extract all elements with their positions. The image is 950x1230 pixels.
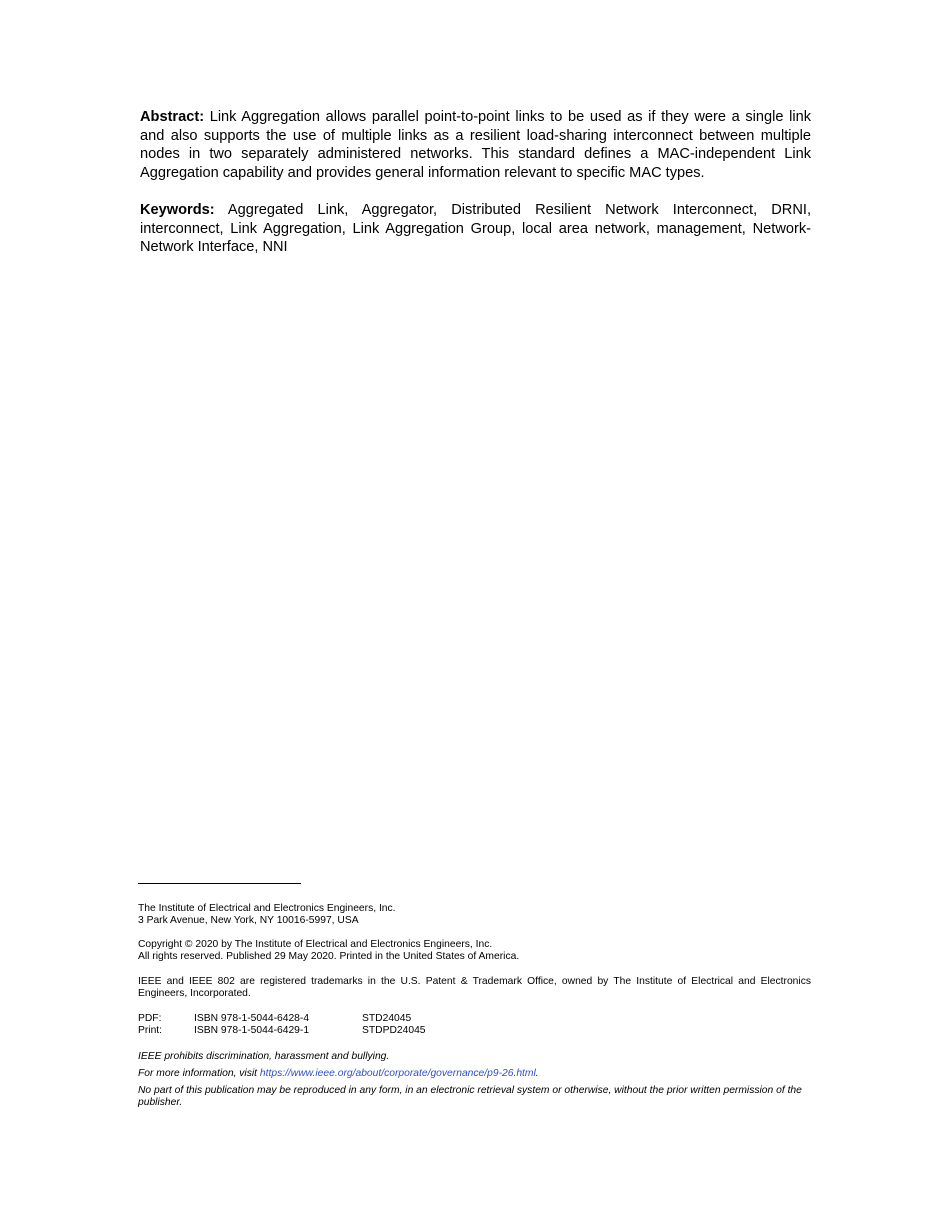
harassment-notice: IEEE prohibits discrimination, harassment and bullying. [138, 1051, 390, 1062]
abstract-text: Link Aggregation allows parallel point-to-point links to be used as if they were a single link and also supports the use of multiple links as a resilient load-sharing interconnect between multiple nodes in two separately administered networks. This standard defines a MAC-independent Link Aggregation capability and provides general information relevant to specific MAC types. [140, 109, 811, 182]
more-info-prefix: For more information, visit [138, 1068, 260, 1079]
abstract-label: Abstract: [140, 109, 205, 125]
isbn-number: ISBN 978-1-5044-6429-1 [194, 1025, 310, 1036]
keywords-text: Aggregated Link, Aggregator, Distributed Resilient Network Interconnect, DRNI, interconnect, Link Aggregation, Link Aggregation Group, local area network, management, Network-Network Interface, NNI [140, 202, 811, 256]
reproduction-notice: No part of this publication may be reproduced in any form, in an electronic retrieval system or otherwise, without the prior written permission of the publisher. [138, 1085, 802, 1108]
footnote-divider [138, 883, 301, 884]
keywords-label: Keywords: [140, 202, 215, 218]
publisher-block [138, 903, 811, 927]
rights-line: All rights reserved. Published 29 May 2020. Printed in the United States of America. [138, 951, 520, 962]
copyright-line: Copyright © 2020 by The Institute of Electrical and Electronics Engineers, Inc. [138, 939, 493, 950]
more-info-suffix: . [535, 1068, 539, 1079]
more-info-notice [138, 1068, 811, 1080]
isbn-number: ISBN 978-1-5044-6428-4 [194, 1013, 310, 1024]
isbn-code: STDPD24045 [362, 1025, 426, 1036]
isbn-row [138, 1025, 482, 1037]
publisher-name: The Institute of Electrical and Electronics Engineers, Inc. [138, 903, 396, 914]
isbn-row [138, 1013, 482, 1025]
trademark-notice: IEEE and IEEE 802 are registered trademarks in the U.S. Patent & Trademark Office, owned by The Institute of Electrical and Electronics Engineers, Incorporated. [138, 976, 811, 999]
keywords-paragraph [140, 201, 811, 257]
publisher-address: 3 Park Avenue, New York, NY 10016-5997, USA [138, 915, 359, 926]
isbn-code: STD24045 [362, 1013, 412, 1024]
isbn-table [138, 1013, 482, 1037]
isbn-format: PDF: [138, 1013, 162, 1024]
governance-link[interactable]: https://www.ieee.org/about/corporate/governance/p9-26.html [259, 1068, 536, 1079]
copyright-block [138, 939, 811, 963]
abstract-paragraph [140, 108, 811, 183]
isbn-format: Print: [138, 1025, 163, 1036]
